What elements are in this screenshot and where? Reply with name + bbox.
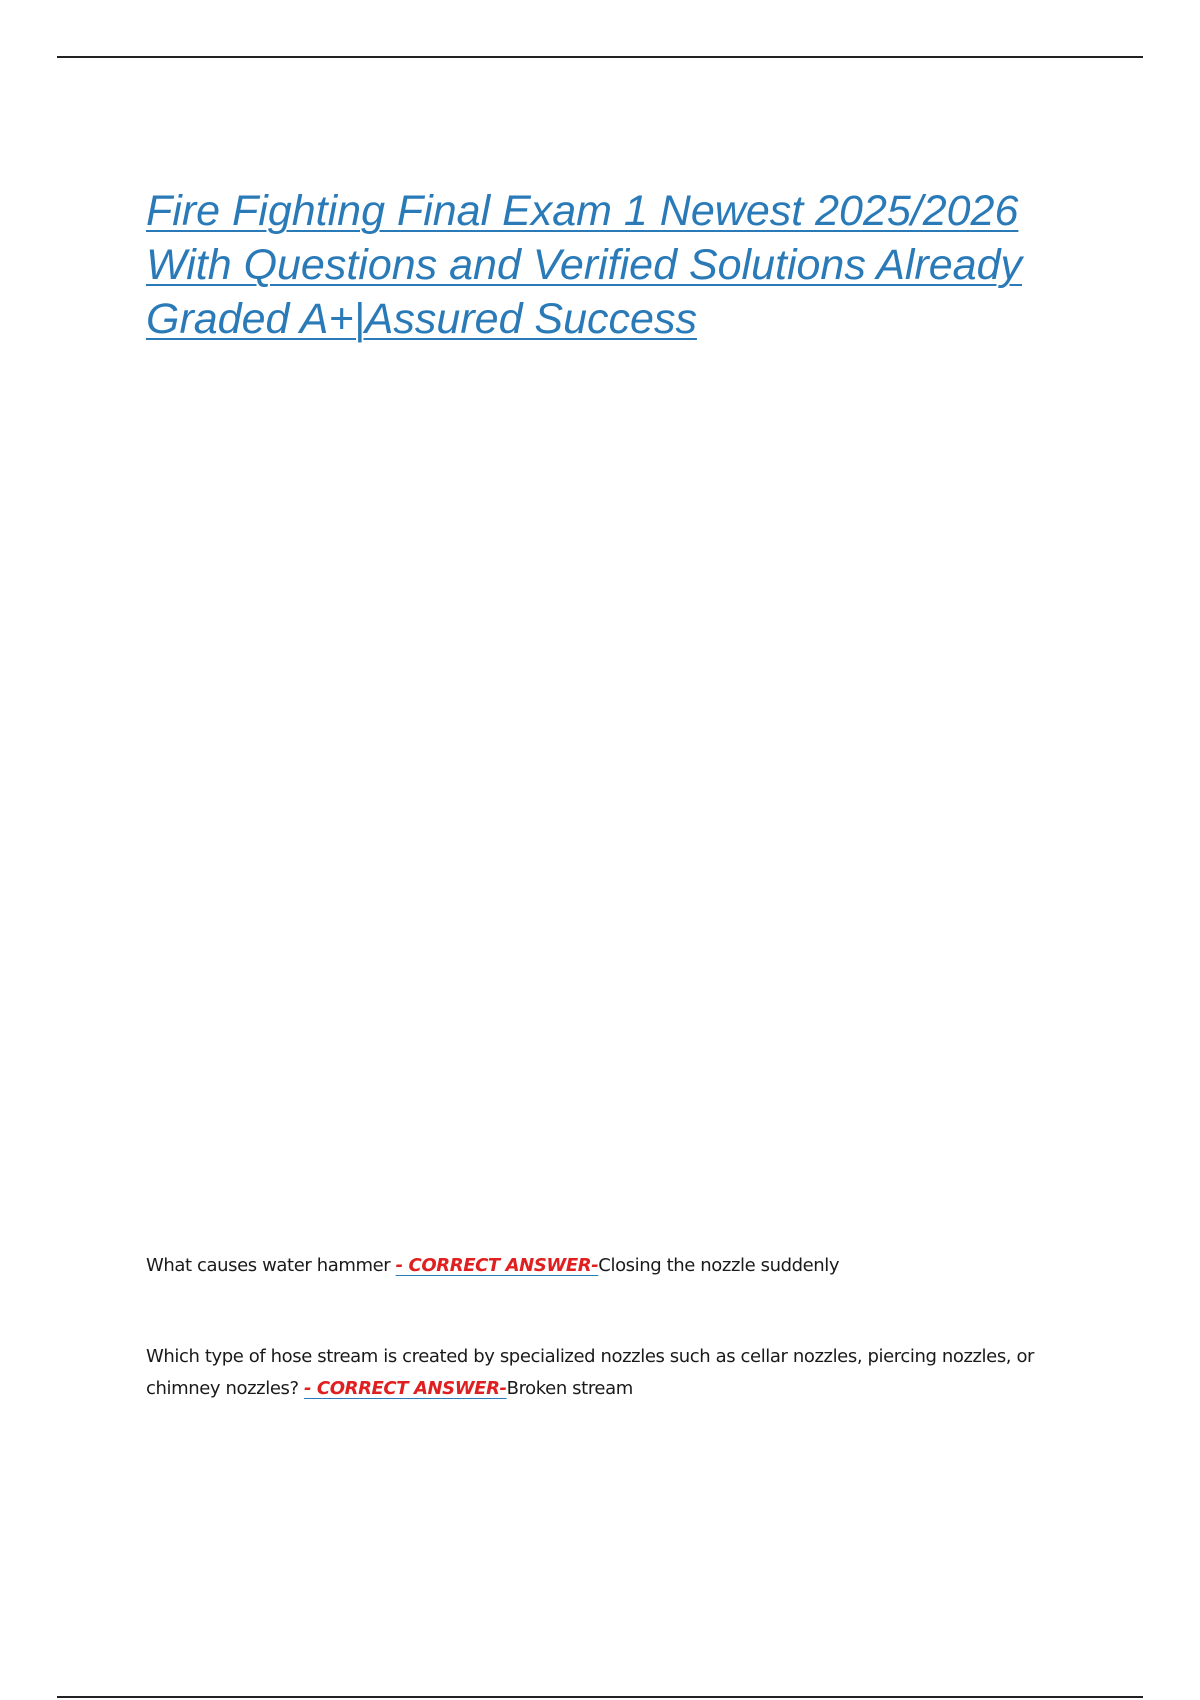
top-rule — [57, 56, 1143, 58]
correct-answer-marker: - CORRECT ANSWER- — [303, 1378, 507, 1399]
correct-answer-marker: - CORRECT ANSWER- — [395, 1255, 599, 1276]
qa-item-water-hammer — [146, 1250, 1086, 1282]
answer-text: Closing the nozzle suddenly — [598, 1255, 840, 1276]
bottom-rule — [57, 1696, 1143, 1698]
qa-item-hose-stream — [146, 1341, 1086, 1405]
answer-text: Broken stream — [506, 1378, 633, 1399]
question-text: Which type of hose stream is created by specialized nozzles such as cellar nozzles, piercing nozzles, or chimney nozzles? — [146, 1346, 1035, 1399]
question-text: What causes water hammer — [146, 1255, 396, 1276]
document-title: Fire Fighting Final Exam 1 Newest 2025/2026 With Questions and Verified Solutions Already Graded A+|Assured Success — [146, 187, 1022, 343]
